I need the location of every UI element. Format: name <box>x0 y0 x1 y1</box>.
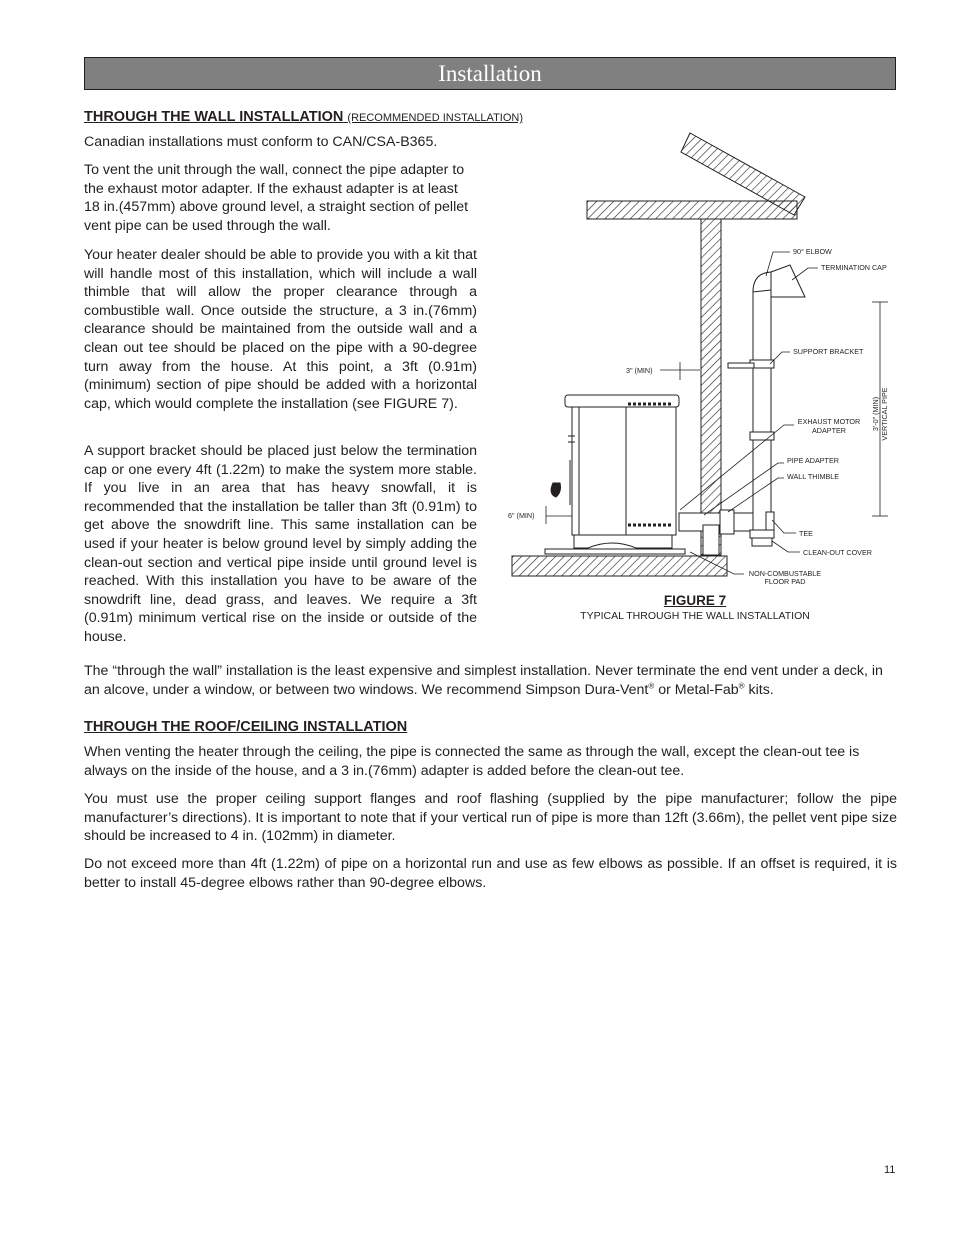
wall-heading-note: (RECOMMENDED INSTALLATION) <box>347 112 524 124</box>
label-cleanout-cover: CLEAN-OUT COVER <box>803 548 872 557</box>
label-6in-min: 6" (MIN) <box>508 511 535 520</box>
paragraph-support-bracket: A support bracket should be placed just below the termination cap or one every 4ft (1.22m) to make the system more stable. If you live in an area that has heavy snowfall, it is recommended that the installation be taller than 3ft (0.91m) to get above the snowdrift line. This same installation can be used if your heater is below ground level by simply adding the clean-out section and vertical pipe inside until ground level is reached. With this installation you have to be aware of the snowdrift line, dead grass, and leaves. We require a 3ft (0.91m) minimum vertical rise on the inside or outside of the house. <box>84 443 477 645</box>
label-exhaust-adapter: ADAPTER <box>812 426 846 435</box>
p5-text-3: kits. <box>744 681 774 698</box>
figure-title: FIGURE 7 <box>663 593 727 608</box>
paragraph-dealer-kit: Your heater dealer should be able to provide you with a kit that will handle most of this installation, which will include a wall thimble that will allow the proper clearance through a combustible wall. Once outside the structure, a 3 in.(76mm) clearance should be maintained from the outside wall and a clean out tee should be placed on the pipe with a 90-degree turn away from the house. At this point, a 3ft (0.91m) (minimum) section of pipe should be added with a horizontal cap, which would complete the installation (see FIGURE 7). <box>84 247 477 412</box>
label-termination-cap: TERMINATION CAP <box>821 263 887 272</box>
label-floor-pad-2: FLOOR PAD <box>764 577 806 586</box>
label-elbow: 90° ELBOW <box>793 247 832 256</box>
label-support-bracket: SUPPORT BRACKET <box>793 347 864 356</box>
registered-mark-2: ® <box>738 680 745 690</box>
label-wall-thimble: WALL THIMBLE <box>787 472 840 481</box>
exterior-wall <box>701 219 721 555</box>
label-3in-min: 3" (MIN) <box>626 366 653 375</box>
label-vertical-pipe: VERTICAL PIPE <box>880 387 889 441</box>
registered-mark-1: ® <box>648 680 655 690</box>
figure-caption: TYPICAL THROUGH THE WALL INSTALLATION <box>580 610 810 622</box>
label-vertical-min: 3'-0" (MIN) <box>871 396 880 432</box>
paragraph-canadian: Canadian installations must conform to CAN/CSA-B365. <box>84 134 438 150</box>
page-title: Installation <box>438 60 542 86</box>
roof-installation-heading: THROUGH THE ROOF/CEILING INSTALLATION <box>84 719 408 735</box>
paragraph-least-expensive <box>84 662 897 699</box>
figure-7-diagram <box>490 125 910 595</box>
paragraph-horizontal-run: Do not exceed more than 4ft (1.22m) of pipe on a horizontal run and use as few elbows as possible. If an offset is required, it is better to install 45-degree elbows rather than 90-degree elbows. <box>84 856 897 891</box>
wall-heading-text: THROUGH THE WALL INSTALLATION <box>84 109 344 125</box>
paragraph-vent-through-wall: To vent the unit through the wall, connect the pipe adapter to the exhaust motor adapter. If the exhaust adapter is at least 18 in.(457mm) above ground level, a straight section of pellet vent pipe can be used through the wall. <box>84 162 469 234</box>
p5-text-1: The “through the wall” installation is the least expensive and simplest installation. Never terminate the end vent under a deck, in an alcove, under a window, or between two windows. We recommend Simpson Dura-Vent <box>84 663 883 698</box>
label-exhaust-motor: EXHAUST MOTOR <box>797 417 861 426</box>
floor <box>512 556 727 576</box>
pellet-stove <box>551 395 679 548</box>
p5-text-2: or Metal-Fab <box>654 681 739 698</box>
floor-pad-shape <box>545 549 685 554</box>
label-floor-pad-1: NON-COMBUSTABLE <box>748 569 822 578</box>
page-number: 11 <box>884 1164 896 1176</box>
paragraph-support-flanges: You must use the proper ceiling support flanges and roof flashing (supplied by the pipe manufacturer; follow the pipe manufacturer’s directions). It is important to note that if your vertical run of pipe is more than 12ft (3.66m), the pellet vent pipe size should be increased to 4 in. (102mm) in diameter. <box>84 791 897 845</box>
paragraph-ceiling-venting: When venting the heater through the ceiling, the pipe is connected the same as through the wall, except the clean-out tee is always on the inside of the house, and a 3 in.(76mm) adapter is added before the clean-out tee. <box>84 744 860 779</box>
wall-installation-heading <box>84 109 523 125</box>
label-pipe-adapter: PIPE ADAPTER <box>787 456 839 465</box>
label-tee: TEE <box>799 529 813 538</box>
section-banner <box>84 57 896 90</box>
ceiling <box>587 201 797 219</box>
